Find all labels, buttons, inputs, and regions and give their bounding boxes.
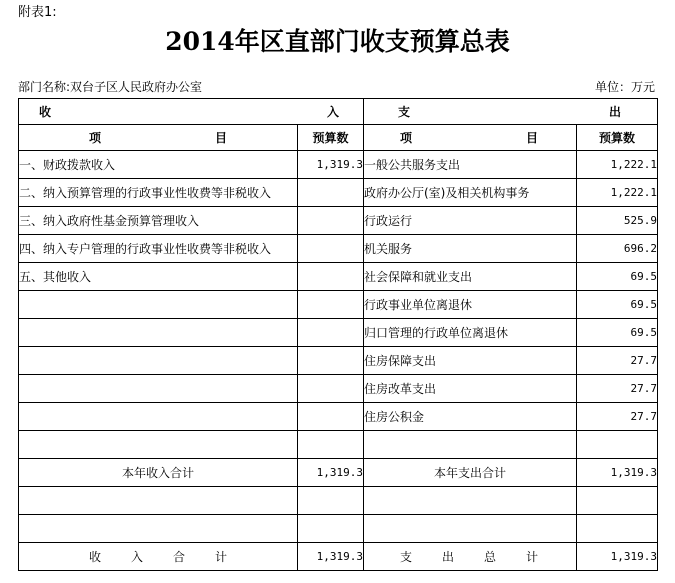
table-row	[19, 347, 658, 375]
table-row	[19, 179, 658, 207]
table-row	[19, 151, 658, 179]
expense-value: 69.5	[577, 291, 658, 319]
budget-table	[18, 98, 658, 571]
expense-value: 525.9	[577, 207, 658, 235]
expense-value: 69.5	[577, 319, 658, 347]
income-item	[19, 375, 298, 403]
table-row	[19, 319, 658, 347]
empty-row	[19, 487, 658, 515]
expense-total-label: 支 出 总 计	[364, 543, 577, 571]
income-item: 一、财政拨款收入	[19, 151, 298, 179]
expense-item: 行政事业单位离退休	[364, 291, 577, 319]
income-value	[298, 375, 364, 403]
department-name: 双台子区人民政府办公室	[70, 80, 203, 94]
expense-value: 27.7	[577, 347, 658, 375]
income-item: 四、纳入专户管理的行政事业性收费等非税收入	[19, 235, 298, 263]
column-header-row	[19, 125, 658, 151]
income-item: 三、纳入政府性基金预算管理收入	[19, 207, 298, 235]
appendix-note: 附表1:	[18, 5, 57, 20]
expense-group-header: 支 出	[364, 99, 658, 125]
income-item: 二、纳入预算管理的行政事业性收费等非税收入	[19, 179, 298, 207]
expense-item: 行政运行	[364, 207, 577, 235]
expense-item: 归口管理的行政单位离退休	[364, 319, 577, 347]
table-row	[19, 207, 658, 235]
expense-value: 1,222.1	[577, 151, 658, 179]
expense-item: 机关服务	[364, 235, 577, 263]
income-item	[19, 347, 298, 375]
income-value	[298, 263, 364, 291]
income-item: 五、其他收入	[19, 263, 298, 291]
unit-label: 单位：万元	[594, 80, 655, 94]
income-item	[19, 319, 298, 347]
income-budget-header: 预算数	[298, 125, 364, 151]
income-value	[298, 291, 364, 319]
page-title: 2014年区直部门收支预算总表	[165, 27, 510, 56]
expense-item-header: 项 目	[364, 125, 577, 151]
expense-item: 住房保障支出	[364, 347, 577, 375]
empty-row	[19, 431, 658, 459]
total-row	[19, 543, 658, 571]
income-subtotal-label: 本年收入合计	[19, 459, 298, 487]
expense-subtotal-value: 1,319.3	[577, 459, 658, 487]
expense-value: 1,222.1	[577, 179, 658, 207]
expense-value: 69.5	[577, 263, 658, 291]
table-row	[19, 375, 658, 403]
subtotal-row	[19, 459, 658, 487]
income-value: 1,319.3	[298, 151, 364, 179]
expense-value: 696.2	[577, 235, 658, 263]
income-value	[298, 235, 364, 263]
income-value	[298, 403, 364, 431]
income-total-value: 1,319.3	[298, 543, 364, 571]
expense-item: 社会保障和就业支出	[364, 263, 577, 291]
income-item-header: 项 目	[19, 125, 298, 151]
table-row	[19, 235, 658, 263]
table-row	[19, 263, 658, 291]
table-row	[19, 403, 658, 431]
department-label: 部门名称:	[18, 80, 71, 94]
table-row	[19, 291, 658, 319]
income-item	[19, 403, 298, 431]
group-header-row	[19, 99, 658, 125]
income-value	[298, 347, 364, 375]
expense-item: 住房公积金	[364, 403, 577, 431]
expense-budget-header: 预算数	[577, 125, 658, 151]
expense-item: 住房改革支出	[364, 375, 577, 403]
expense-total-value: 1,319.3	[577, 543, 658, 571]
expense-subtotal-label: 本年支出合计	[364, 459, 577, 487]
expense-item: 政府办公厅(室)及相关机构事务	[364, 179, 577, 207]
empty-row	[19, 515, 658, 543]
income-item	[19, 291, 298, 319]
income-value	[298, 179, 364, 207]
department-line	[18, 80, 202, 95]
income-total-label: 收 入 合 计	[19, 543, 298, 571]
expense-item: 一般公共服务支出	[364, 151, 577, 179]
income-value	[298, 319, 364, 347]
income-value	[298, 207, 364, 235]
expense-value: 27.7	[577, 375, 658, 403]
income-subtotal-value: 1,319.3	[298, 459, 364, 487]
expense-value: 27.7	[577, 403, 658, 431]
income-group-header: 收 入	[19, 99, 364, 125]
